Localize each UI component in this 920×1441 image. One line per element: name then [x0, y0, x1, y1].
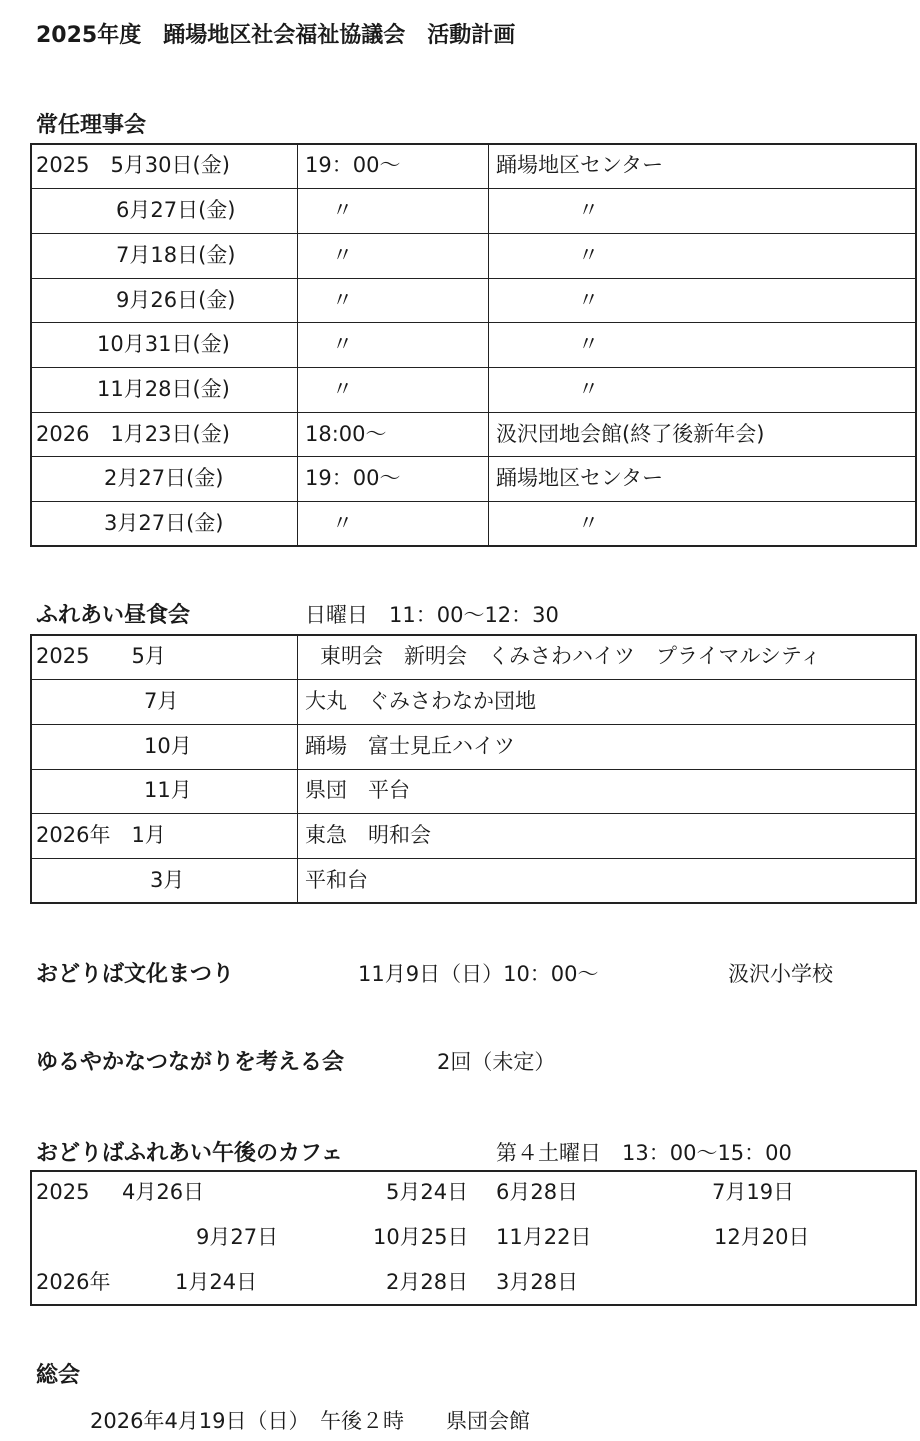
lunch-row-places: 平和台 [305, 868, 368, 892]
connection-heading: ゆるやかなつながりを考える会 [36, 1050, 345, 1075]
lunch-row-month: 7月 [144, 689, 179, 713]
cafe-date: 3月28日 [496, 1270, 579, 1294]
board-row-place: 〃 [578, 198, 599, 222]
board-heading: 常任理事会 [36, 113, 147, 138]
board-row-date: 7月18日(金) [116, 243, 236, 267]
festival-datetime: 11月9日（日）10：00～ [358, 962, 599, 986]
board-row-date: 2月27日(金) [104, 466, 224, 490]
lunch-heading: ふれあい昼食会 [36, 603, 191, 628]
board-row-date: 6月27日(金) [116, 198, 236, 222]
board-row-place: 踊場地区センター [496, 153, 664, 177]
lunch-row-month: 10月 [144, 734, 192, 758]
board-row-time: 〃 [332, 288, 353, 312]
cafe-date: 2月28日 [386, 1270, 469, 1294]
board-row-time: 19：00～ [305, 466, 401, 490]
connection-detail: 2回（未定） [437, 1050, 556, 1074]
lunch-schedule: 日曜日 11：00～12：30 [305, 603, 559, 627]
page-title: 2025年度 踊場地区社会福祉協議会 活動計画 [36, 23, 516, 48]
general-heading: 総会 [36, 1363, 81, 1388]
board-row-date: 3月27日(金) [104, 511, 224, 535]
lunch-row-places: 県団 平台 [305, 778, 410, 802]
lunch-row-month: 11月 [144, 778, 192, 802]
board-row-place: 〃 [578, 288, 599, 312]
board-row-time: 18:00～ [305, 422, 387, 446]
lunch-row-month: 3月 [150, 868, 185, 892]
cafe-row-year: 2026年 [36, 1270, 111, 1294]
board-row-time: 〃 [332, 511, 353, 535]
cafe-date: 12月20日 [714, 1225, 810, 1249]
lunch-row-month: 2025 5月 [36, 644, 166, 668]
cafe-date: 6月28日 [496, 1180, 579, 1204]
general-detail: 2026年4月19日（日） 午後２時 県団会館 [90, 1409, 531, 1433]
cafe-schedule: 第４土曜日 13：00～15：00 [496, 1141, 792, 1165]
board-row-time: 〃 [332, 198, 353, 222]
board-row-date: 9月26日(金) [116, 288, 236, 312]
board-row-place: 〃 [578, 243, 599, 267]
board-row-place: 〃 [578, 332, 599, 356]
board-row-date: 10月31日(金) [97, 332, 230, 356]
board-row-time: 19：00～ [305, 153, 401, 177]
board-row-time: 〃 [332, 332, 353, 356]
festival-heading: おどりば文化まつり [36, 962, 235, 987]
cafe-date: 5月24日 [386, 1180, 469, 1204]
lunch-row-places: 東明会 新明会 くみさわハイツ プライマルシティ [320, 644, 822, 668]
cafe-date: 10月25日 [373, 1225, 469, 1249]
cafe-date: 1月24日 [175, 1270, 258, 1294]
festival-place: 汲沢小学校 [728, 962, 833, 986]
cafe-date: 7月19日 [712, 1180, 795, 1204]
board-row-date: 2025 5月30日(金) [36, 153, 230, 177]
cafe-row-year: 2025 [36, 1180, 90, 1204]
board-row-date: 2026 1月23日(金) [36, 422, 230, 446]
board-row-place: 踊場地区センター [496, 466, 664, 490]
lunch-row-places: 踊場 富士見丘ハイツ [305, 734, 515, 758]
lunch-row-places: 大丸 ぐみさわなか団地 [305, 689, 536, 713]
board-row-time: 〃 [332, 243, 353, 267]
board-row-date: 11月28日(金) [97, 377, 230, 401]
board-row-time: 〃 [332, 377, 353, 401]
board-row-place: 〃 [578, 511, 599, 535]
cafe-date: 9月27日 [196, 1225, 279, 1249]
board-row-place: 〃 [578, 377, 599, 401]
lunch-row-month: 2026年 1月 [36, 823, 166, 847]
cafe-date: 11月22日 [496, 1225, 592, 1249]
board-row-place: 汲沢団地会館(終了後新年会) [496, 422, 765, 446]
cafe-date: 4月26日 [122, 1180, 205, 1204]
cafe-heading: おどりばふれあい午後のカフェ [36, 1141, 343, 1166]
lunch-row-places: 東急 明和会 [305, 823, 431, 847]
